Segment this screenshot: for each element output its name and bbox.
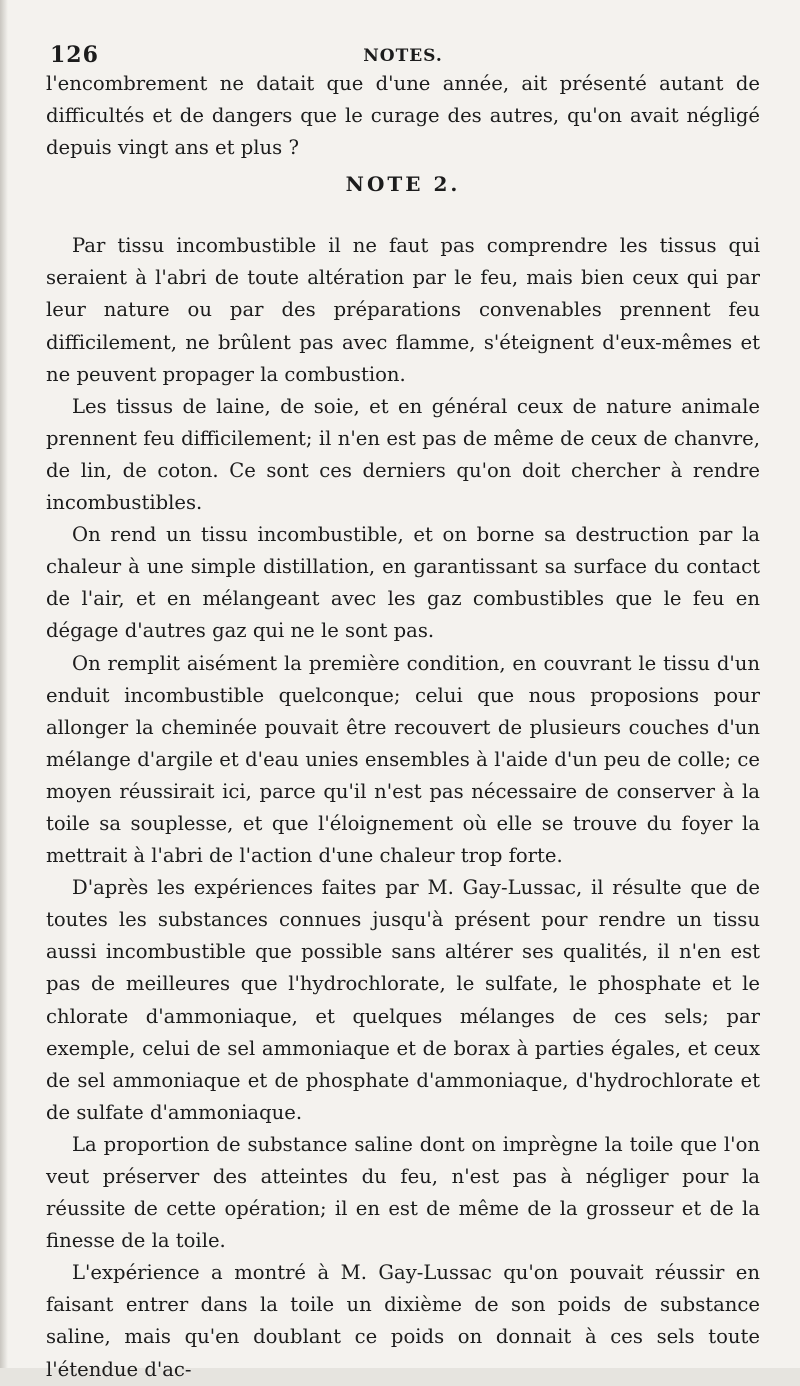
running-title: NOTES. <box>363 46 443 66</box>
note-paragraph-3: On rend un tissu incombustible, et on borne sa destruction par la chaleur à une simple distillation, en garantissant sa surface du contact de l'air, et en mélangeant avec les gaz combustibles que le feu en dégage d'autres gaz qui ne le sont pas. <box>46 523 760 643</box>
note-paragraph-7: L'expérience a montré à M. Gay-Lussac qu'on pouvait réussir en faisant entrer dans la toile un dixième de son poids de substance saline, mais qu'en doublant ce poids on donnait à ces sels toute l'étendue d'ac- <box>46 1261 760 1381</box>
page-edge-shadow <box>0 0 8 1368</box>
running-head <box>46 28 760 68</box>
note-paragraph-5: D'après les expériences faites par M. Gay-Lussac, il résulte que de toutes les substances connues jusqu'à présent pour rendre un tissu aussi incombustible que possible sans altérer ses qualités, il n'en est pas de meilleures que l'hydrochlorate, le sulfate, le phosphate et le chlorate d'ammoniaque, et quelques mélanges de ces sels; par exemple, celui de sel ammoniaque et de borax à parties égales, et ceux de sel ammoniaque et de phosphate d'ammoniaque, d'hydrochlorate et de sulfate d'ammoniaque. <box>46 876 760 1124</box>
note-paragraph-1: Par tissu incombustible il ne faut pas comprendre les tissus qui seraient à l'abri de toute altération par le feu, mais bien ceux qui par leur nature ou par des préparations convenables prennent feu difficilement, ne brûlent pas avec flamme, s'éteignent d'eux-mêmes et ne peuvent propager la combustion. <box>46 234 760 386</box>
continuation-paragraph: l'encombrement ne datait que d'une année, ait présenté autant de difficultés et de dangers que le curage des autres, qu'on avait négligé depuis vingt ans et plus ? <box>46 72 760 160</box>
page-number: 126 <box>50 42 99 68</box>
note-paragraph-4: On remplit aisément la première condition, en couvrant le tissu d'un enduit incombustible quelconque; celui que nous proposions pour allonger la cheminée pouvait être recouvert de plusieurs couches d'un mélange d'argile et d'eau unies ensembles à l'aide d'un peu de colle; ce moyen réussirait ici, parce qu'il n'est pas nécessaire de conserver à la toile sa souplesse, et que l'éloignement où elle se trouve du foyer la mettrait à l'abri de l'action d'une chaleur trop forte. <box>46 651 760 868</box>
note-paragraph-2: Les tissus de laine, de soie, et en général ceux de nature animale prennent feu difficilement; il n'en est pas de même de ceux de chanvre, de lin, de coton. Ce sont ces derniers qu'on doit chercher à rendre incombustibles. <box>46 394 760 515</box>
note-paragraph-6: La proportion de substance saline dont on imprègne la toile que l'on veut préserver des atteintes du feu, n'est pas à négliger pour la réussite de cette opération; il en est de même de la grosseur et de la finesse de la toile. <box>46 1132 760 1253</box>
body-text <box>46 68 760 1386</box>
note-heading: NOTE 2. <box>345 172 461 197</box>
